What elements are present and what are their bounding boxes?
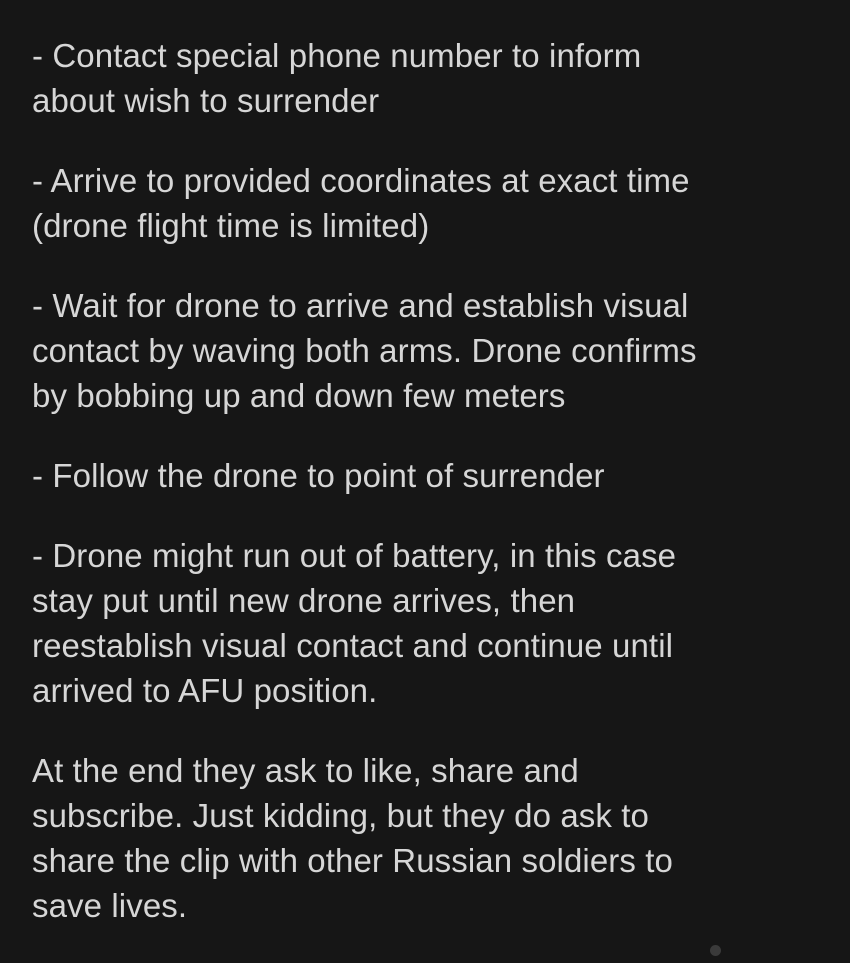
- text-line: save lives.: [32, 887, 188, 924]
- text-line: by bobbing up and down few meters: [32, 377, 566, 414]
- text-line: reestablish visual contact and continue until: [32, 627, 674, 664]
- paragraph: [32, 158, 824, 248]
- text-line: about wish to surrender: [32, 82, 380, 119]
- paragraph: [32, 33, 824, 123]
- text-line: (drone flight time is limited): [32, 207, 430, 244]
- text-line: arrived to AFU position.: [32, 672, 378, 709]
- text-line: - Follow the drone to point of surrender: [32, 457, 605, 494]
- text-line: - Drone might run out of battery, in this case: [32, 537, 677, 574]
- text-line: contact by waving both arms. Drone confirms: [32, 332, 697, 369]
- text-line: - Wait for drone to arrive and establish visual: [32, 287, 689, 324]
- text-line: subscribe. Just kidding, but they do ask to: [32, 797, 649, 834]
- paragraph: [32, 283, 824, 418]
- text-line: - Contact special phone number to inform: [32, 37, 642, 74]
- paragraph: [32, 453, 824, 498]
- text-line: - Arrive to provided coordinates at exact time: [32, 162, 690, 199]
- cropped-ui-fragment: [710, 945, 721, 956]
- text-line: share the clip with other Russian soldiers to: [32, 842, 673, 879]
- post-text: [32, 33, 824, 963]
- paragraph: [32, 533, 824, 713]
- text-line: stay put until new drone arrives, then: [32, 582, 576, 619]
- paragraph: [32, 748, 824, 928]
- text-line: At the end they ask to like, share and: [32, 752, 579, 789]
